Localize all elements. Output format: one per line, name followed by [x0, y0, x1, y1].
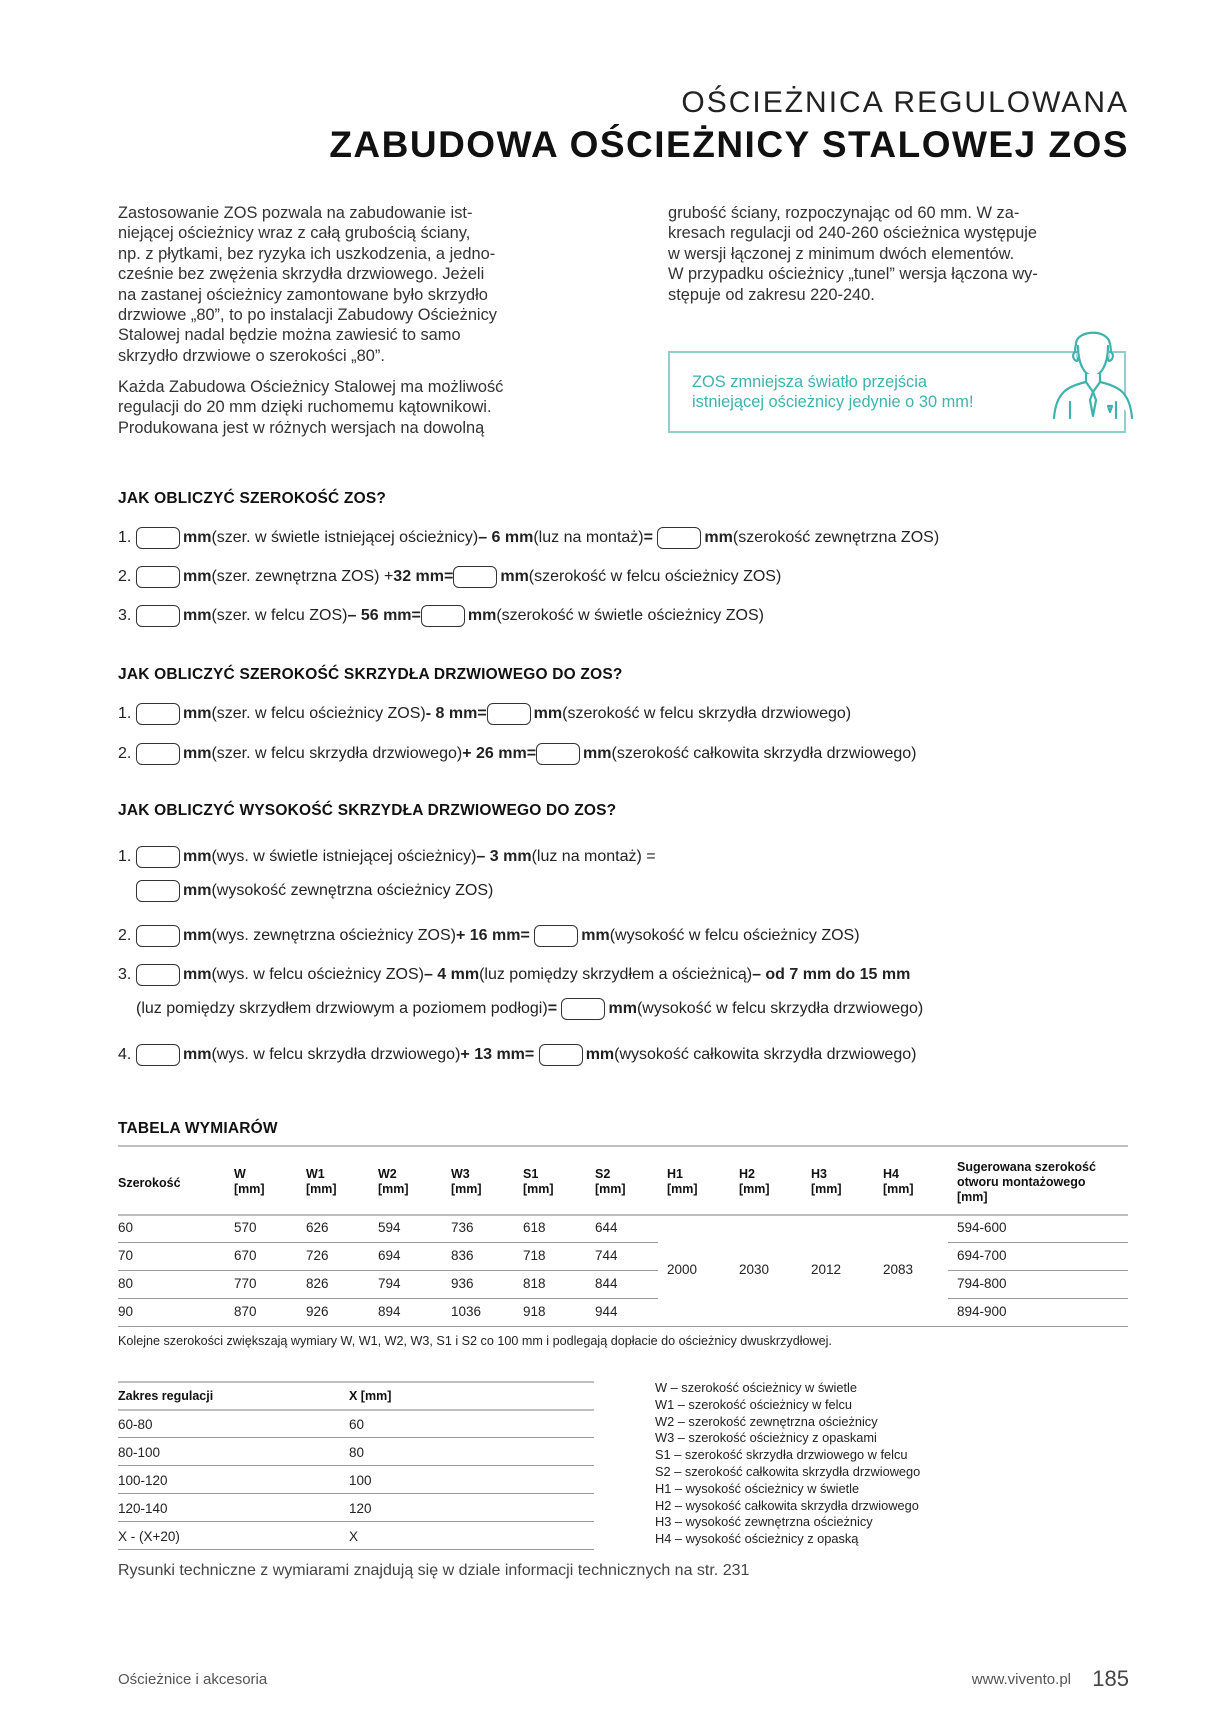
cell-w3: 736 [451, 1220, 474, 1235]
unit-text: mm [183, 1046, 212, 1063]
table-header-cell: H4 [mm] [883, 1167, 914, 1196]
value-input-box[interactable] [136, 925, 180, 947]
cell-opening: 594-600 [957, 1220, 1007, 1235]
cell-s1: 718 [523, 1248, 546, 1263]
unit-text: mm [533, 705, 563, 722]
formula-text: (luz pomiędzy skrzydłem a ościeżnicą) [479, 966, 753, 983]
value-input-box[interactable] [136, 964, 180, 986]
text-line: w wersji łączonej z minimum dwóch elementów. [668, 244, 1015, 263]
text-line: grubość ściany, rozpoczynając od 60 mm. W za- [668, 204, 1020, 222]
row-number: 2. [118, 745, 132, 762]
reg-table-top-rule [118, 1381, 594, 1383]
cell-w3: 936 [451, 1276, 474, 1291]
legend-item: S1 – szerokość skrzydła drzwiowego w felcu [655, 1447, 908, 1463]
cell-opening: 894-900 [957, 1304, 1007, 1319]
formula-row [118, 701, 851, 727]
cell-s1: 918 [523, 1304, 546, 1319]
value-input-box[interactable] [136, 846, 180, 868]
unit-text: mm [183, 705, 212, 722]
cell-w2: 594 [378, 1220, 401, 1235]
cell-x: 120 [349, 1501, 372, 1516]
value-input-box[interactable] [136, 566, 180, 588]
equals-sign: = [524, 1046, 535, 1063]
result-input-box[interactable] [421, 605, 465, 627]
result-input-box[interactable] [136, 880, 180, 902]
row-divider [118, 1493, 594, 1494]
cell-s2: 944 [595, 1304, 618, 1319]
value-input-box[interactable] [136, 1044, 180, 1066]
cell-range: 60-80 [118, 1417, 153, 1432]
unit-text: mm [467, 607, 497, 624]
table-header-cell: W3 [mm] [451, 1167, 482, 1196]
formula-text: (luz na montaż) = [531, 848, 656, 865]
unit-text: mm [183, 882, 212, 899]
value-input-box[interactable] [136, 703, 180, 725]
formula-text: (wys. zewnętrzna ościeżnicy ZOS) [211, 927, 456, 944]
table-header-cell: S2 [mm] [595, 1167, 626, 1196]
formula-result-label: (wysokość całkowita skrzydła drzwiowego) [614, 1046, 917, 1063]
equals-sign: = [477, 705, 487, 722]
formula-text: (szer. w felcu skrzydła drzwiowego) [211, 745, 463, 762]
equals-sign: = [444, 568, 454, 585]
cell-w: 670 [234, 1248, 257, 1263]
formula-result-label: (szerokość w felcu ościeżnicy ZOS) [528, 568, 782, 585]
cell-s2: 744 [595, 1248, 618, 1263]
formula-operand: – 56 mm [347, 607, 412, 624]
formula-text: (wys. w felcu ościeżnicy ZOS) [211, 966, 424, 983]
cell-width: 80 [118, 1276, 134, 1291]
formula-row [118, 844, 656, 870]
text-line: na zastanej ościeżnicy zamontowane było skrzydło [118, 285, 488, 304]
formula-operand: + 13 mm [460, 1046, 525, 1063]
table-header-cell: H3 [mm] [811, 1167, 842, 1196]
table-header-cell: Szerokość [118, 1176, 181, 1190]
footer-section-label: Ościeżnice i akcesoria [118, 1671, 268, 1688]
unit-text: mm [608, 1000, 637, 1017]
unit-text: mm [583, 745, 612, 762]
formula-row [118, 962, 910, 988]
equals-sign: = [411, 607, 421, 624]
cell-range: 100-120 [118, 1473, 168, 1488]
unit-text: mm [183, 529, 212, 546]
cell-opening: 794-800 [957, 1276, 1007, 1291]
cell-h2: 2030 [739, 1262, 770, 1277]
table-header-cell: W2 [mm] [378, 1167, 409, 1196]
equals-sign: = [526, 745, 537, 762]
intro-paragraph-2 [118, 377, 503, 438]
cell-w2: 694 [378, 1248, 401, 1263]
consultant-avatar-icon [1046, 322, 1142, 420]
technical-drawings-note: Rysunki techniczne z wymiarami znajdują się w dziale informacji technicznych na str. 231 [118, 1562, 750, 1579]
legend-item: W – szerokość ościeżnicy w świetle [655, 1380, 857, 1395]
formula-operand: – 6 mm [478, 529, 534, 546]
cell-w2: 794 [378, 1276, 401, 1291]
section-heading-leaf-height: JAK OBLICZYĆ WYSOKOŚĆ SKRZYDŁA DRZWIOWEGO DO ZOS? [118, 802, 617, 819]
row-divider [118, 1298, 658, 1299]
formula-operand: - 8 mm [425, 705, 478, 722]
cell-w3: 1036 [451, 1304, 482, 1319]
unit-text: mm [183, 927, 212, 944]
page-subtitle: OŚCIEŻNICA REGULOWANA [681, 86, 1129, 119]
equals-sign: = [547, 1000, 558, 1017]
row-divider [118, 1242, 658, 1243]
text-line: cześnie bez zwężenia skrzydła drzwiowego. Jeżeli [118, 265, 485, 284]
cell-h3: 2012 [811, 1262, 842, 1277]
formula-text: (szer. zewnętrzna ZOS) + [211, 568, 394, 585]
cell-s2: 644 [595, 1220, 618, 1235]
formula-row [118, 564, 781, 590]
result-input-box[interactable] [561, 998, 605, 1020]
text-line: Każda Zabudowa Ościeżnicy Stalowej ma możliwość [118, 378, 504, 396]
legend-item: H1 – wysokość ościeżnicy w świetle [655, 1480, 860, 1496]
cell-w1: 726 [306, 1248, 329, 1263]
table-header-rule [118, 1214, 1128, 1216]
text-line: W przypadku ościeżnicy „tunel” wersja łączona wy- [668, 265, 1038, 284]
text-line: Stalowej nadal będzie można zawiesić to samo [118, 326, 461, 345]
result-input-box[interactable] [657, 527, 701, 549]
section-heading-leaf-width: JAK OBLICZYĆ SZEROKOŚĆ SKRZYDŁA DRZWIOWEGO DO ZOS? [118, 666, 623, 683]
formula-text: (szer. w świetle istniejącej ościeżnicy) [211, 529, 479, 546]
formula-operand: – od 7 mm do 15 mm [752, 966, 911, 983]
row-number: 1. [118, 529, 132, 546]
equals-sign: = [520, 927, 530, 944]
result-input-box[interactable] [453, 566, 497, 588]
formula-text: (luz na montaż) [533, 529, 644, 546]
table-bottom-rule [118, 1326, 1128, 1327]
page-number: 185 [1092, 1666, 1129, 1691]
unit-text: mm [183, 966, 212, 983]
formula-result-label: (szerokość w świetle ościeżnicy ZOS) [496, 607, 764, 624]
legend-item: W1 – szerokość ościeżnicy w felcu [655, 1396, 852, 1412]
cell-s1: 818 [523, 1276, 546, 1291]
cell-w3: 836 [451, 1248, 474, 1263]
row-number: 3. [118, 607, 132, 624]
table-header-cell: H1 [mm] [667, 1167, 698, 1196]
cell-x: 100 [349, 1473, 372, 1488]
formula-text: (szer. w felcu ościeżnicy ZOS) [211, 705, 426, 722]
tip-text [692, 372, 974, 412]
row-number: 1. [118, 705, 132, 722]
formula-text: (wys. w świetle istniejącej ościeżnicy) [211, 848, 477, 865]
cell-h4: 2083 [883, 1262, 914, 1277]
page-title: ZABUDOWA OŚCIEŻNICY STALOWEJ ZOS [329, 124, 1129, 165]
row-divider [118, 1437, 594, 1438]
value-input-box[interactable] [136, 527, 180, 549]
formula-result-label: (wysokość w felcu skrzydła drzwiowego) [636, 1000, 924, 1017]
unit-text: mm [585, 1046, 615, 1063]
footer-website-link[interactable]: www.vivento.pl [971, 1671, 1071, 1688]
unit-text: mm [183, 607, 212, 624]
cell-w1: 826 [306, 1276, 329, 1291]
formula-operand: – 4 mm [423, 966, 480, 983]
text-line: istniejącej ościeżnicy jedynie o 30 mm! [692, 393, 974, 411]
legend-item: H4 – wysokość ościeżnicy z opaską [655, 1531, 859, 1547]
cell-s2: 844 [595, 1276, 618, 1291]
formula-result-label: (wysokość zewnętrzna ościeżnicy ZOS) [211, 882, 494, 899]
abbreviation-legend [655, 1380, 920, 1548]
table-header-cell: H2 [mm] [739, 1167, 770, 1196]
formula-operand: + 16 mm [455, 927, 521, 944]
unit-text: mm [704, 529, 733, 546]
reg-header-x: X [mm] [349, 1389, 392, 1403]
formula-row [118, 923, 860, 949]
unit-text: mm [183, 568, 212, 585]
text-line: np. z płytkami, bez ryzyka ich uszkodzenia, a jedno- [118, 244, 496, 263]
section-heading-dimensions: TABELA WYMIARÓW [118, 1120, 278, 1137]
cell-h1: 2000 [667, 1262, 698, 1277]
unit-text: mm [581, 927, 610, 944]
formula-result-label: (szerokość w felcu skrzydła drzwiowego) [562, 705, 852, 722]
cell-w: 870 [234, 1304, 257, 1319]
row-divider [118, 1270, 658, 1271]
result-input-box[interactable] [534, 925, 578, 947]
formula-row-continued [136, 996, 923, 1022]
cell-x: X [349, 1529, 359, 1544]
legend-item: H2 – wysokość całkowita skrzydła drzwiowego [655, 1497, 919, 1513]
formula-row [118, 741, 916, 767]
text-line: niejącej ościeżnicy wraz z całą grubością ściany, [118, 224, 471, 243]
row-number: 2. [118, 927, 132, 944]
text-line: skrzydło drzwiowe o szerokości „80”. [118, 346, 385, 365]
table-header-cell: W1 [mm] [306, 1167, 337, 1196]
result-input-box[interactable] [539, 1044, 583, 1066]
row-divider [118, 1465, 594, 1466]
reg-header-range: Zakres regulacji [118, 1389, 214, 1403]
cell-x: 60 [349, 1417, 365, 1432]
formula-text: (luz pomiędzy skrzydłem drzwiowym a poziomem podłogi) [136, 1000, 548, 1017]
intro-paragraph-3 [668, 203, 1038, 305]
formula-result-label: (szerokość całkowita skrzydła drzwiowego) [611, 745, 917, 762]
cell-width: 90 [118, 1304, 134, 1319]
cell-w: 770 [234, 1276, 257, 1291]
formula-text: (wys. w felcu skrzydła drzwiowego) [211, 1046, 461, 1063]
formula-operand: + 26 mm [462, 745, 527, 762]
formula-result-label: (wysokość w felcu ościeżnicy ZOS) [609, 927, 860, 944]
formula-row [118, 1042, 916, 1068]
result-input-box[interactable] [536, 743, 580, 765]
cell-range: 120-140 [118, 1501, 168, 1516]
cell-x: 80 [349, 1445, 365, 1460]
row-number: 1. [118, 848, 132, 865]
row-number: 3. [118, 966, 132, 983]
legend-item: W3 – szerokość ościeżnicy z opaskami [655, 1430, 877, 1446]
value-input-box[interactable] [136, 605, 180, 627]
reg-table-bottom-rule [118, 1549, 594, 1550]
formula-row-continued [136, 878, 493, 904]
intro-paragraph-1 [118, 203, 497, 366]
cell-width: 60 [118, 1220, 134, 1235]
unit-text: mm [183, 745, 212, 762]
cell-w1: 626 [306, 1220, 329, 1235]
formula-operand: – 3 mm [476, 848, 532, 865]
text-line: drzwiowe „80”, to po instalacji Zabudowy Ościeżnicy [118, 305, 497, 324]
table-top-rule [118, 1145, 1128, 1147]
legend-item: S2 – szerokość całkowita skrzydła drzwiowego [655, 1463, 921, 1479]
formula-operand: 32 mm [393, 568, 444, 585]
reg-table-header-rule [118, 1409, 594, 1411]
table-header-cell: S1 [mm] [523, 1167, 554, 1196]
formula-row [118, 525, 939, 551]
table-note: Kolejne szerokości zwiększają wymiary W, W1, W2, W3, S1 i S2 co 100 mm i podlegają dopłacie do ościeżnicy dwuskrzydłowej. [118, 1334, 832, 1348]
text-line: regulacji do 20 mm dzięki ruchomemu kątownikowi. [118, 398, 492, 417]
table-header-cell: Sugerowana szerokość otworu montażowego [mm] [957, 1160, 1096, 1204]
text-line: stępuje od zakresu 220-240. [668, 285, 875, 304]
formula-result-label: (szerokość zewnętrzna ZOS) [732, 529, 940, 546]
formula-text: (szer. w felcu ZOS) [211, 607, 348, 624]
row-divider [948, 1242, 1128, 1243]
cell-s1: 618 [523, 1220, 546, 1235]
legend-item: W2 – szerokość zewnętrzna ościeżnicy [655, 1413, 878, 1429]
row-divider [948, 1270, 1128, 1271]
unit-text: mm [183, 848, 212, 865]
cell-range: X - (X+20) [118, 1529, 180, 1544]
equals-sign: = [643, 529, 653, 546]
cell-width: 70 [118, 1248, 134, 1263]
text-line: kresach regulacji od 240-260 ościeżnica występuje [668, 224, 1037, 243]
section-heading-width: JAK OBLICZYĆ SZEROKOŚĆ ZOS? [118, 490, 387, 507]
legend-item: H3 – wysokość zewnętrzna ościeżnicy [655, 1514, 873, 1530]
cell-w2: 894 [378, 1304, 401, 1319]
text-line: ZOS zmniejsza światło przejścia [692, 373, 927, 391]
row-number: 4. [118, 1046, 132, 1063]
formula-row [118, 603, 764, 629]
cell-w1: 926 [306, 1304, 329, 1319]
text-line: Produkowana jest w różnych wersjach na dowolną [118, 418, 485, 437]
cell-w: 570 [234, 1220, 257, 1235]
cell-range: 80-100 [118, 1445, 161, 1460]
result-input-box[interactable] [487, 703, 531, 725]
unit-text: mm [500, 568, 529, 585]
value-input-box[interactable] [136, 743, 180, 765]
table-header-cell: W [mm] [234, 1167, 265, 1196]
row-divider [118, 1521, 594, 1522]
cell-opening: 694-700 [957, 1248, 1007, 1263]
row-number: 2. [118, 568, 132, 585]
row-divider [948, 1298, 1128, 1299]
text-line: Zastosowanie ZOS pozwala na zabudowanie ist- [118, 204, 473, 222]
